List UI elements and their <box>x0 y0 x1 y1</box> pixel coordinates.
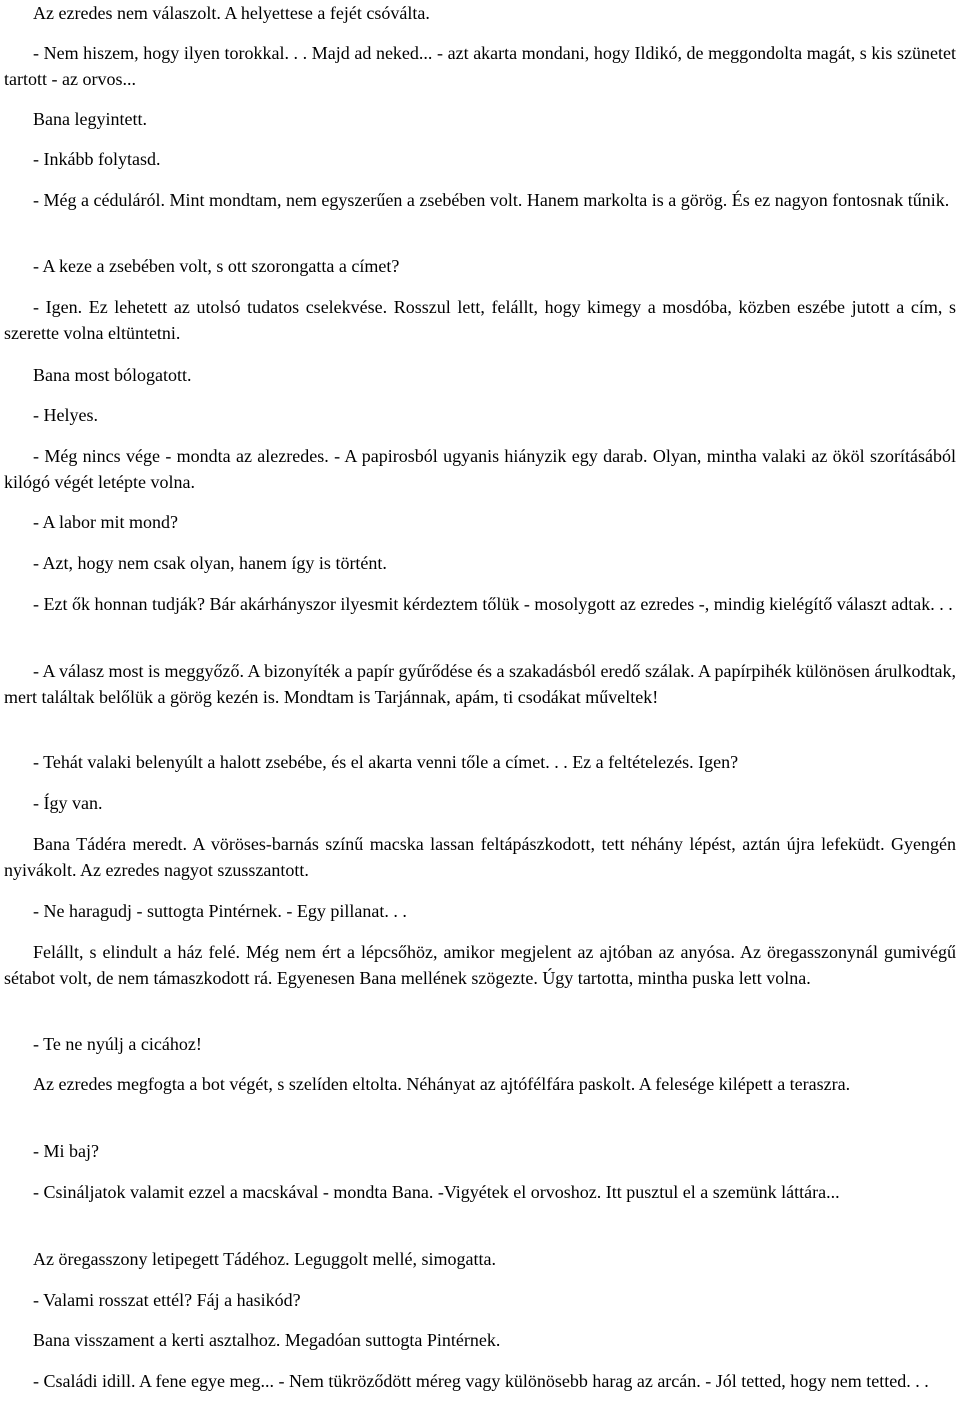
paragraph: - Azt, hogy nem csak olyan, hanem így is történt. <box>33 553 387 573</box>
paragraph: Felállt, s elindult a ház felé. Még nem ért a lépcsőhöz, amikor megjelent az ajtóban az anyósa. Az öregasszonynál gumivégű sétabot volt, de nem támaszkodott rá. Egyenesen Bana mellének szögezte. Úgy tartotta, mintha puska lett volna. <box>4 942 956 988</box>
paragraph: - Mi baj? <box>33 1141 99 1161</box>
paragraph: - Te ne nyúlj a cicához! <box>33 1034 202 1054</box>
paragraph: - Valami rosszat ettél? Fáj a hasikód? <box>33 1290 301 1310</box>
paragraph: Bana legyintett. <box>33 109 147 129</box>
paragraph: - Tehát valaki belenyúlt a halott zsebébe, és el akarta venni tőle a címet. . . Ez a feltételezés. Igen? <box>33 752 739 772</box>
paragraph: Bana most bólogatott. <box>33 365 192 385</box>
paragraph: - Még nincs vége - mondta az alezredes. - A papirosból ugyanis hiányzik egy darab. Olyan, mintha valaki az ököl szorításából kilógó végét letépte volna. <box>4 446 956 492</box>
paragraph: - Családi idill. A fene egye meg... - Nem tükröződött méreg vagy különösebb harag az arcán. - Jól tetted, hogy nem tetted. . . <box>33 1371 929 1391</box>
paragraph: - Így van. <box>33 793 103 813</box>
paragraph: Az öregasszony letipegett Tádéhoz. Leguggolt mellé, simogatta. <box>33 1249 497 1269</box>
paragraph: - Inkább folytasd. <box>33 149 161 169</box>
paragraph: Az ezredes megfogta a bot végét, s szelíden eltolta. Néhányat az ajtófélfára paskolt. A felesége kilépett a teraszra. <box>33 1074 851 1094</box>
paragraph: - Helyes. <box>33 405 98 425</box>
paragraph: - A keze a zsebében volt, s ott szorongatta a címet? <box>33 256 400 276</box>
paragraph: Bana visszament a kerti asztalhoz. Megadóan suttogta Pintérnek. <box>33 1330 501 1350</box>
paragraph: Bana Tádéra meredt. A vöröses-barnás színű macska lassan feltápászkodott, tett néhány lépést, aztán újra lefeküdt. Gyengén nyivákolt. Az ezredes nagyot szusszantott. <box>4 834 956 880</box>
paragraph: - Ezt ők honnan tudják? Bár akárhányszor ilyesmit kérdeztem tőlük - mosolygott az ezredes -, mindig kielégítő választ adtak. . . <box>33 594 953 614</box>
paragraph: - A válasz most is meggyőző. A bizonyíték a papír gyűrődése és a szakadásból eredő szálak. A papírpihék különösen árulkodtak, mert találtak belőlük a görög kezén is. Mondtam is Tarjánnak, apám, ti csodákat műveltek! <box>4 661 956 707</box>
paragraph: - Ne haragudj - suttogta Pintérnek. - Egy pillanat. . . <box>33 901 407 921</box>
paragraph: - Nem hiszem, hogy ilyen torokkal. . . Majd ad neked... - azt akarta mondani, hogy Ildikó, de meggondolta magát, s kis szünetet tartott - az orvos... <box>4 43 956 89</box>
paragraph: - A labor mit mond? <box>33 512 178 532</box>
paragraph: - Igen. Ez lehetett az utolsó tudatos cselekvése. Rosszul lett, felállt, hogy kimegy a mosdóba, közben eszébe jutott a cím, s szerette volna eltüntetni. <box>4 297 956 343</box>
paragraph: - Még a céduláról. Mint mondtam, nem egyszerűen a zsebében volt. Hanem markolta is a görög. És ez nagyon fontosnak tűnik. <box>33 190 950 210</box>
paragraph: - Csináljatok valamit ezzel a macskával - mondta Bana. -Vigyétek el orvoshoz. Itt pusztul el a szemünk láttára... <box>33 1182 840 1202</box>
paragraph: Az ezredes nem válaszolt. A helyettese a fejét csóválta. <box>33 3 430 23</box>
